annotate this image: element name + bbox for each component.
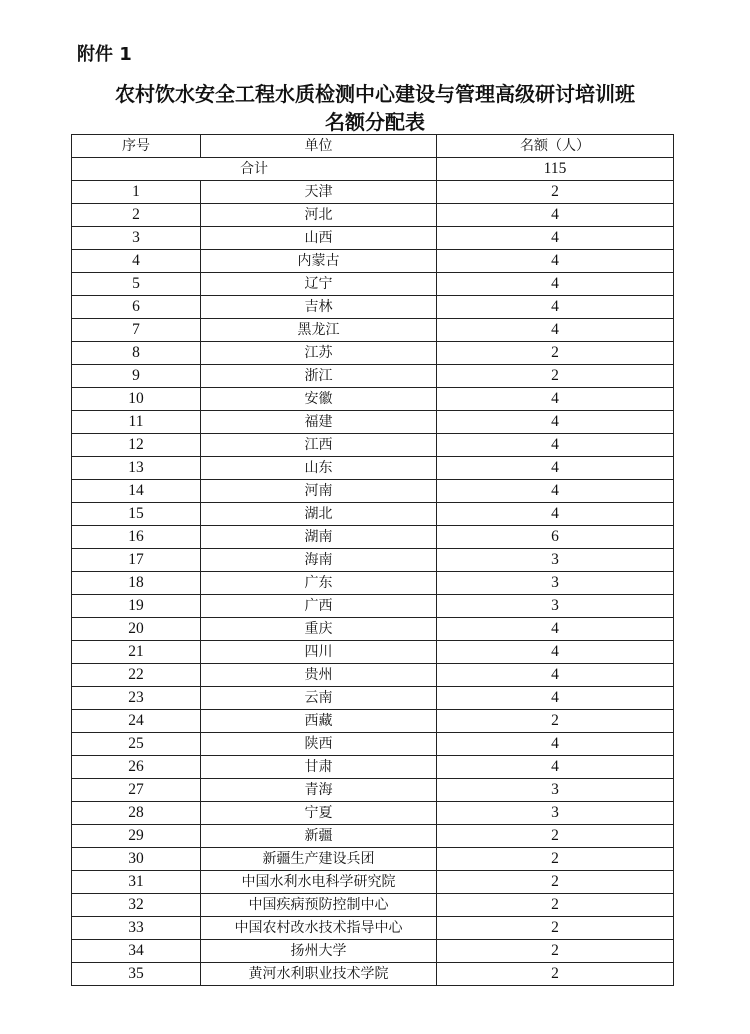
table-row [72, 710, 674, 733]
row-unit: 西藏 [201, 710, 437, 733]
row-number: 22 [72, 664, 201, 687]
table-row [72, 572, 674, 595]
row-number: 30 [72, 848, 201, 871]
row-unit: 江苏 [201, 342, 437, 365]
table-row [72, 250, 674, 273]
row-quota: 4 [437, 480, 674, 503]
row-unit: 湖北 [201, 503, 437, 526]
row-quota: 4 [437, 273, 674, 296]
row-quota: 2 [437, 917, 674, 940]
row-unit: 山东 [201, 457, 437, 480]
table-row [72, 664, 674, 687]
column-header-unit: 单位 [201, 135, 437, 158]
table-row [72, 871, 674, 894]
row-unit: 扬州大学 [201, 940, 437, 963]
row-number: 34 [72, 940, 201, 963]
table-row [72, 273, 674, 296]
row-number: 23 [72, 687, 201, 710]
row-quota: 2 [437, 848, 674, 871]
table-row [72, 733, 674, 756]
row-unit: 河北 [201, 204, 437, 227]
row-unit: 青海 [201, 779, 437, 802]
table-row [72, 595, 674, 618]
row-unit: 安徽 [201, 388, 437, 411]
row-unit: 贵州 [201, 664, 437, 687]
row-number: 21 [72, 641, 201, 664]
row-unit: 新疆生产建设兵团 [201, 848, 437, 871]
row-number: 13 [72, 457, 201, 480]
document-subtitle: 名额分配表 [325, 110, 425, 134]
table-row [72, 365, 674, 388]
row-quota: 2 [437, 940, 674, 963]
row-number: 29 [72, 825, 201, 848]
table-row [72, 296, 674, 319]
row-quota: 2 [437, 342, 674, 365]
row-quota: 3 [437, 802, 674, 825]
row-quota: 4 [437, 388, 674, 411]
row-number: 20 [72, 618, 201, 641]
row-quota: 4 [437, 319, 674, 342]
row-quota: 4 [437, 733, 674, 756]
row-unit: 重庆 [201, 618, 437, 641]
row-quota: 2 [437, 181, 674, 204]
row-number: 19 [72, 595, 201, 618]
table-row [72, 411, 674, 434]
row-unit: 四川 [201, 641, 437, 664]
table-row [72, 687, 674, 710]
row-unit: 广东 [201, 572, 437, 595]
row-quota: 4 [437, 250, 674, 273]
table-row [72, 802, 674, 825]
row-quota: 4 [437, 618, 674, 641]
row-quota: 4 [437, 641, 674, 664]
table-row [72, 503, 674, 526]
row-quota: 2 [437, 894, 674, 917]
row-quota: 2 [437, 825, 674, 848]
row-unit: 浙江 [201, 365, 437, 388]
row-number: 12 [72, 434, 201, 457]
row-number: 10 [72, 388, 201, 411]
row-number: 14 [72, 480, 201, 503]
row-unit: 云南 [201, 687, 437, 710]
row-number: 32 [72, 894, 201, 917]
row-number: 17 [72, 549, 201, 572]
row-unit: 江西 [201, 434, 437, 457]
row-unit: 甘肃 [201, 756, 437, 779]
row-number: 26 [72, 756, 201, 779]
row-unit: 广西 [201, 595, 437, 618]
row-unit: 中国疾病预防控制中心 [201, 894, 437, 917]
table-row [72, 227, 674, 250]
table-row [72, 618, 674, 641]
table-row [72, 526, 674, 549]
total-value: 115 [437, 158, 674, 181]
row-quota: 4 [437, 457, 674, 480]
table-row [72, 319, 674, 342]
row-unit: 黄河水利职业技术学院 [201, 963, 437, 986]
row-quota: 2 [437, 963, 674, 986]
table-row [72, 480, 674, 503]
row-number: 8 [72, 342, 201, 365]
row-unit: 中国水利水电科学研究院 [201, 871, 437, 894]
table-total-row [72, 158, 674, 181]
row-unit: 陕西 [201, 733, 437, 756]
row-number: 6 [72, 296, 201, 319]
table-row [72, 388, 674, 411]
table-row [72, 894, 674, 917]
row-unit: 黑龙江 [201, 319, 437, 342]
row-number: 7 [72, 319, 201, 342]
row-unit: 湖南 [201, 526, 437, 549]
table-row [72, 641, 674, 664]
row-unit: 新疆 [201, 825, 437, 848]
row-quota: 2 [437, 365, 674, 388]
table-row [72, 825, 674, 848]
row-quota: 3 [437, 572, 674, 595]
table-row [72, 917, 674, 940]
table-row [72, 963, 674, 986]
table-row [72, 940, 674, 963]
table-row [72, 756, 674, 779]
table-row [72, 204, 674, 227]
row-number: 4 [72, 250, 201, 273]
row-number: 33 [72, 917, 201, 940]
table-header-row [72, 135, 674, 158]
row-quota: 4 [437, 296, 674, 319]
row-quota: 4 [437, 664, 674, 687]
column-header-number: 序号 [72, 135, 201, 158]
table-row [72, 779, 674, 802]
row-number: 1 [72, 181, 201, 204]
table-row [72, 549, 674, 572]
row-unit: 天津 [201, 181, 437, 204]
row-number: 27 [72, 779, 201, 802]
row-quota: 4 [437, 434, 674, 457]
row-unit: 吉林 [201, 296, 437, 319]
table-row [72, 434, 674, 457]
row-quota: 3 [437, 779, 674, 802]
row-unit: 内蒙古 [201, 250, 437, 273]
row-number: 9 [72, 365, 201, 388]
row-unit: 中国农村改水技术指导中心 [201, 917, 437, 940]
row-quota: 4 [437, 687, 674, 710]
row-number: 15 [72, 503, 201, 526]
row-quota: 2 [437, 871, 674, 894]
row-number: 31 [72, 871, 201, 894]
row-quota: 4 [437, 411, 674, 434]
row-unit: 山西 [201, 227, 437, 250]
row-quota: 2 [437, 710, 674, 733]
row-quota: 4 [437, 503, 674, 526]
row-unit: 辽宁 [201, 273, 437, 296]
row-quota: 6 [437, 526, 674, 549]
column-header-quota: 名额（人） [437, 135, 674, 158]
total-label: 合计 [72, 158, 437, 181]
row-unit: 宁夏 [201, 802, 437, 825]
row-number: 35 [72, 963, 201, 986]
row-quota: 4 [437, 204, 674, 227]
row-quota: 4 [437, 227, 674, 250]
row-number: 3 [72, 227, 201, 250]
row-unit: 海南 [201, 549, 437, 572]
row-number: 5 [72, 273, 201, 296]
row-quota: 3 [437, 595, 674, 618]
attachment-label: 附件 1 [77, 44, 132, 65]
table-row [72, 342, 674, 365]
row-number: 18 [72, 572, 201, 595]
row-unit: 河南 [201, 480, 437, 503]
row-number: 25 [72, 733, 201, 756]
row-quota: 3 [437, 549, 674, 572]
row-number: 24 [72, 710, 201, 733]
table-row [72, 457, 674, 480]
row-number: 28 [72, 802, 201, 825]
table-row [72, 181, 674, 204]
row-number: 2 [72, 204, 201, 227]
row-quota: 4 [437, 756, 674, 779]
row-number: 16 [72, 526, 201, 549]
table-row [72, 848, 674, 871]
row-unit: 福建 [201, 411, 437, 434]
row-number: 11 [72, 411, 201, 434]
document-title: 农村饮水安全工程水质检测中心建设与管理高级研讨培训班 [115, 82, 635, 106]
quota-table [71, 134, 674, 986]
